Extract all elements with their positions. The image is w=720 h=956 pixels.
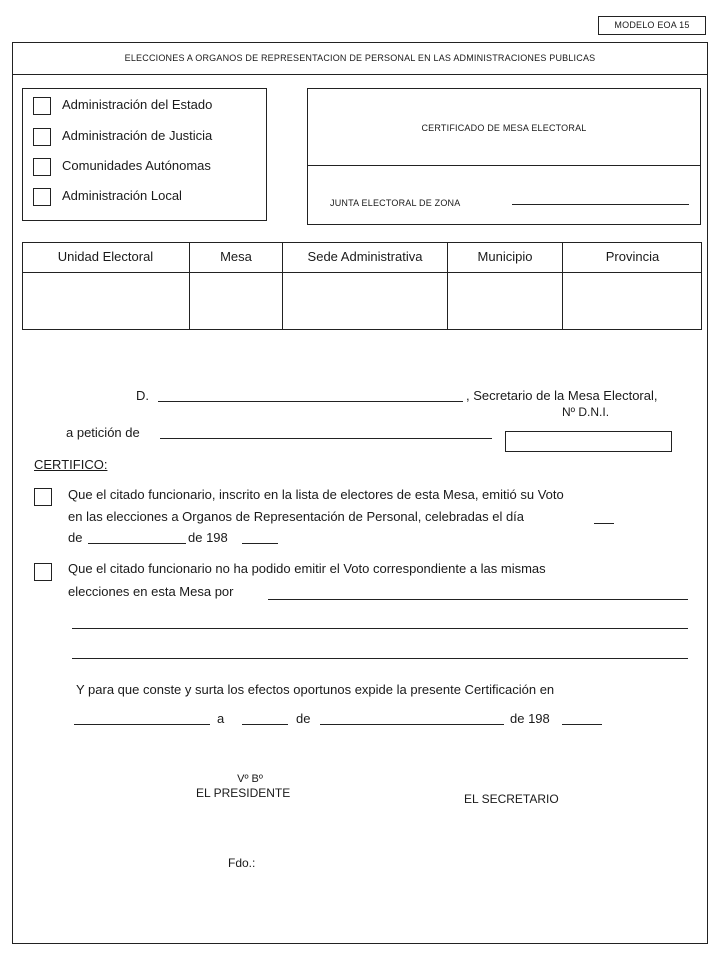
option2-reason-field-2[interactable] [72,628,688,629]
certifico-label: CERTIFICO: [34,457,108,472]
option2-line2: elecciones en esta Mesa por [68,584,234,599]
d-name-field[interactable] [158,401,463,402]
col-sede-header: Sede Administrativa [307,249,423,264]
checkbox-comunidades[interactable] [33,158,51,176]
form-header: ELECCIONES A ORGANOS DE REPRESENTACION DE PERSONAL EN LAS ADMINISTRACIONES PUBLICAS [124,53,596,63]
option1-de: de [68,530,83,545]
option2-reason-field-1[interactable] [268,599,688,600]
col-provincia-header: Provincia [605,249,660,264]
peticion-label: a petición de [66,425,140,440]
option1-year-field[interactable] [242,543,278,544]
checkbox-admin-justicia[interactable] [33,128,51,146]
secretario-text: , Secretario de la Mesa Electoral, [466,388,658,403]
model-tag [598,16,706,35]
vb-label: Vº Bº [237,773,263,785]
year-field[interactable] [562,724,602,725]
col-mesa [190,242,283,330]
option1-mes-field[interactable] [88,543,186,544]
dni-label: Nº D.N.I. [562,405,610,419]
col-unidad [22,242,190,330]
header-divider [12,74,708,75]
col-municipio-header: Municipio [477,249,533,264]
junta-field[interactable] [512,204,689,205]
fdo-label: Fdo.: [228,856,256,870]
peticion-field[interactable] [160,438,492,439]
col-mesa-header: Mesa [220,249,252,264]
presidente-label: EL PRESIDENTE [196,786,291,800]
day-field[interactable] [242,724,288,725]
checkbox-option-voto[interactable] [34,488,52,506]
checkbox-admin-local[interactable] [33,188,51,206]
dni-field[interactable] [505,431,672,452]
option1-dia-field[interactable] [594,523,614,524]
de198-label: de 198 [510,711,550,726]
place-field[interactable] [74,724,210,725]
a-label: a [217,711,225,726]
label-admin-justicia: Administración de Justicia [62,128,213,143]
col-municipio [448,242,563,330]
certificate-title: CERTIFICADO DE MESA ELECTORAL [421,123,587,133]
de-label: de [296,711,311,726]
option1-de198: de 198 [188,530,228,545]
label-admin-local: Administración Local [62,188,182,203]
label-comunidades: Comunidades Autónomas [62,158,211,173]
conste-text: Y para que conste y surta los efectos oportunos expide la presente Certificación en [76,682,555,697]
junta-label: JUNTA ELECTORAL DE ZONA [330,198,461,208]
option2-reason-field-3[interactable] [72,658,688,659]
certificate-divider [307,165,701,166]
col-unidad-header: Unidad Electoral [57,249,154,264]
month-field[interactable] [320,724,504,725]
option2-line1: Que el citado funcionario no ha podido emitir el Voto correspondiente a las mismas [68,561,546,576]
checkbox-option-no-voto[interactable] [34,563,52,581]
label-admin-estado: Administración del Estado [62,97,213,112]
col-sede [283,242,448,330]
checkbox-admin-estado[interactable] [33,97,51,115]
col-provincia [563,242,702,330]
option1-line2: en las elecciones a Organos de Representación de Personal, celebradas el día [68,509,525,524]
d-label: D. [136,388,149,403]
secretario-sign-label: EL SECRETARIO [464,792,559,806]
model-tag-text: MODELO EOA 15 [614,20,690,30]
option1-line1: Que el citado funcionario, inscrito en la lista de electores de esta Mesa, emitió su Voto [68,487,564,502]
